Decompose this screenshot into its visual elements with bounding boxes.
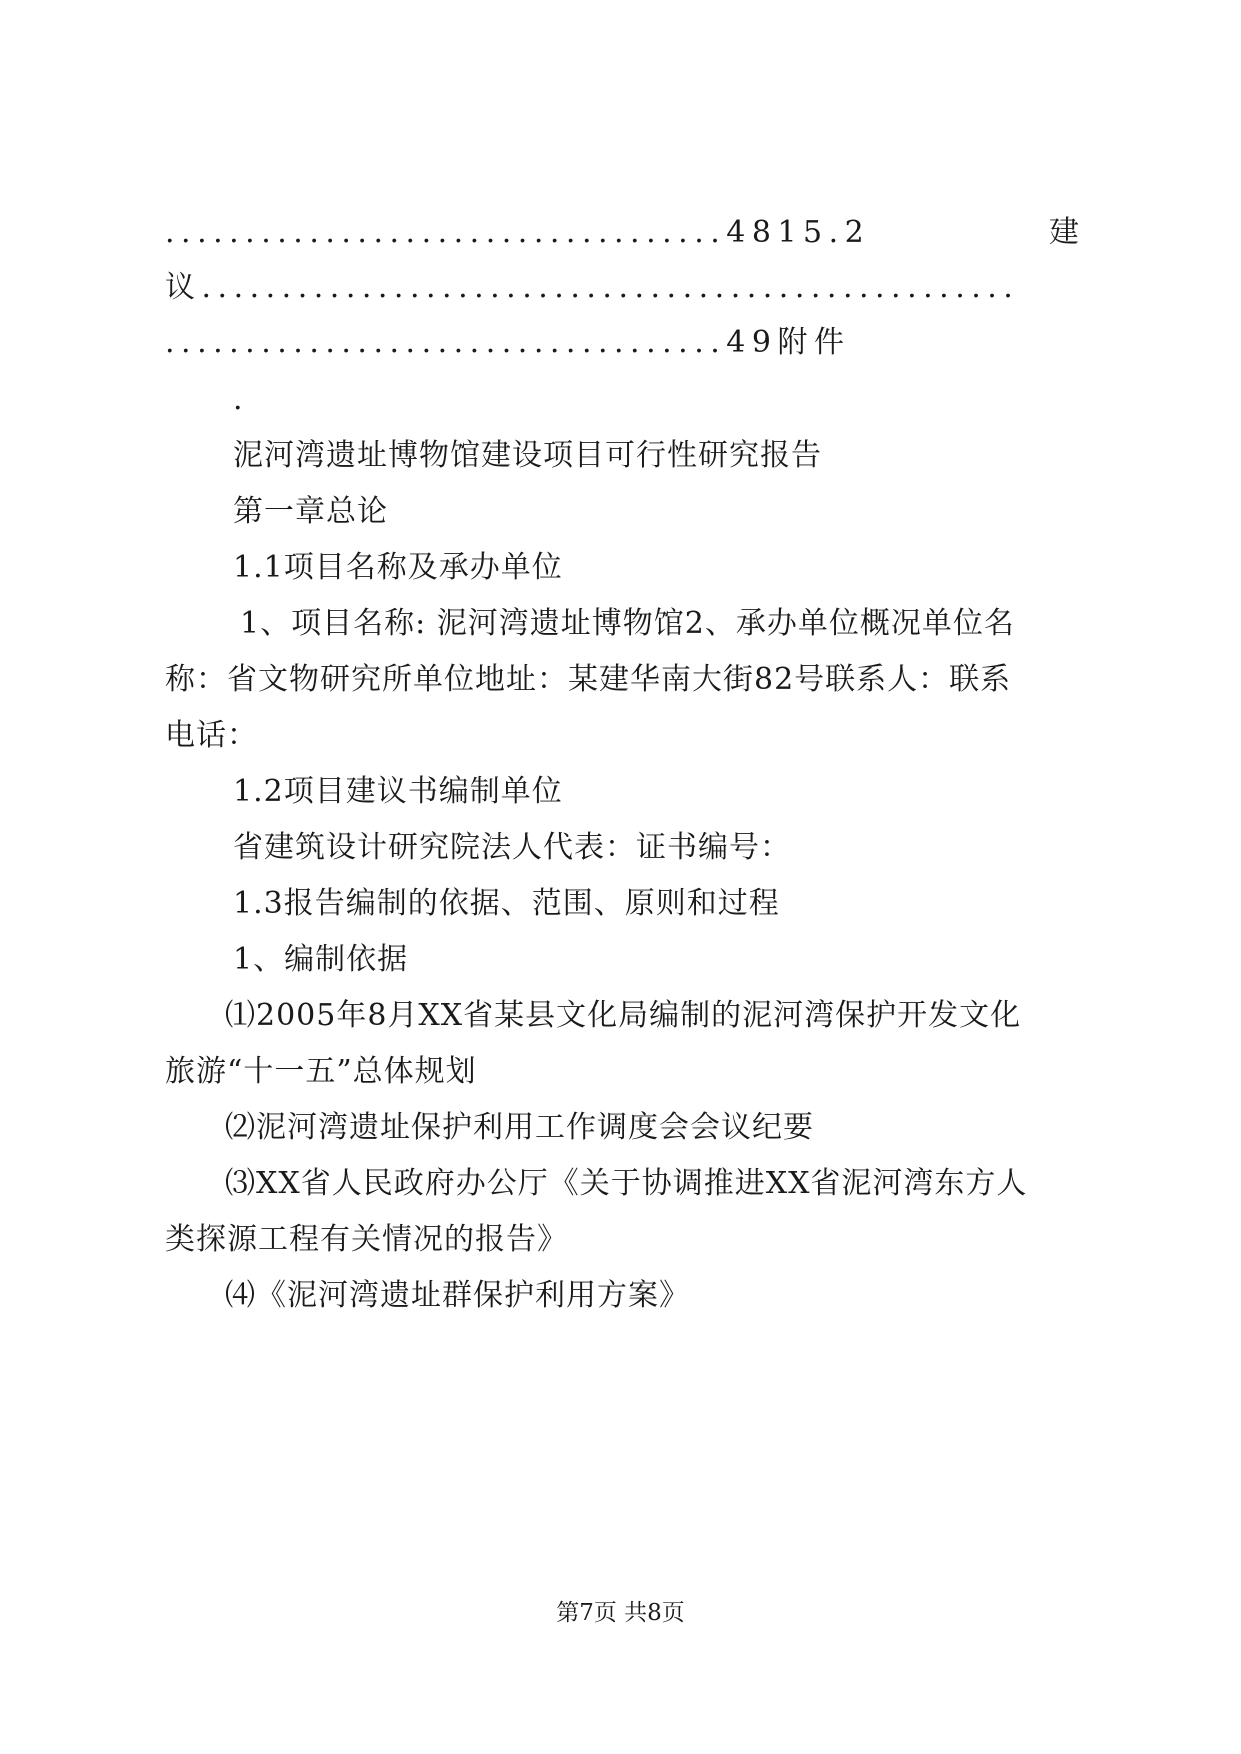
section-heading-1-1: 1.1项目名称及承办单位 [233,550,563,585]
list-item-3-line-1: ⑶XX省人民政府办公厅《关于协调推进XX省泥河湾东方人 [225,1166,1028,1201]
section-heading-1-2: 1.2项目建议书编制单位 [233,774,563,809]
toc-line-2: 议................................................... [165,270,1020,305]
section-heading-1-3: 1.3报告编制的依据、范围、原则和过程 [233,886,780,921]
list-item-4: ⑷《泥河湾遗址群保护利用方案》 [225,1278,690,1313]
toc-line-4: . [233,382,244,417]
toc-entry-dots: ...................................4815.2 [165,215,871,250]
document-title: 泥河湾遗址博物馆建设项目可行性研究报告 [233,438,822,473]
toc-line-3: ...................................49附件 [165,325,851,360]
subheading-basis: 1、编制依据 [233,942,409,977]
toc-entry-label: 建 [1049,215,1080,250]
page-footer: 第7页 共8页 [556,1600,685,1626]
paragraph-2: 省建筑设计研究院法人代表：证书编号： [233,830,791,865]
paragraph-1-line-3: 电话： [165,718,258,753]
list-item-1-line-2: 旅游“十一五”总体规划 [165,1054,477,1089]
toc-line-1 [165,215,1080,251]
paragraph-1-line-1: 1、项目名称: 泥河湾遗址博物馆2、承办单位概况单位名 [240,606,1015,641]
list-item-2: ⑵泥河湾遗址保护利用工作调度会会议纪要 [225,1110,814,1145]
list-item-3-line-2: 类探源工程有关情况的报告》 [165,1222,568,1257]
list-item-1-line-1: ⑴2005年8月XX省某县文化局编制的泥河湾保护开发文化 [225,998,1022,1033]
chapter-heading: 第一章总论 [233,494,388,529]
paragraph-1-line-2: 称：省文物研究所单位地址：某建华南大街82号联系人：联系 [165,662,1012,697]
